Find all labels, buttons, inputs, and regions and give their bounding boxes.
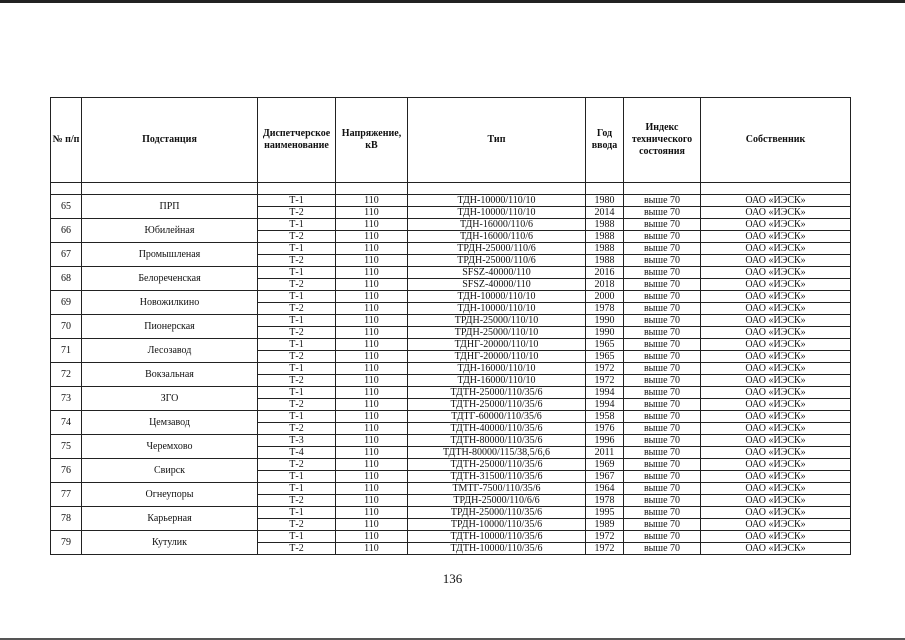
table-row xyxy=(51,459,851,471)
substation-name-cell: Огнеупоры xyxy=(82,483,258,507)
type-cell: ТДТН-31500/110/35/6 xyxy=(408,471,586,483)
header-year: Год ввода xyxy=(586,98,624,183)
condition-index-cell: выше 70 xyxy=(624,279,701,291)
condition-index-cell: выше 70 xyxy=(624,423,701,435)
voltage-cell: 110 xyxy=(336,519,408,531)
table-row xyxy=(51,267,851,279)
condition-index-cell: выше 70 xyxy=(624,219,701,231)
voltage-cell: 110 xyxy=(336,279,408,291)
condition-index-cell: выше 70 xyxy=(624,447,701,459)
condition-index-cell: выше 70 xyxy=(624,267,701,279)
condition-index-cell: выше 70 xyxy=(624,195,701,207)
substation-name-cell: Промышленая xyxy=(82,243,258,267)
dispatch-name-cell: Т-2 xyxy=(258,399,336,411)
year-cell: 2000 xyxy=(586,291,624,303)
header-owner: Собственник xyxy=(701,98,851,183)
type-cell: ТДНГ-20000/110/10 xyxy=(408,339,586,351)
type-cell: ТДНГ-20000/110/10 xyxy=(408,351,586,363)
dispatch-name-cell: Т-2 xyxy=(258,327,336,339)
type-cell: SFSZ-40000/110 xyxy=(408,267,586,279)
owner-cell: ОАО «ИЭСК» xyxy=(701,399,851,411)
voltage-cell: 110 xyxy=(336,447,408,459)
page-number: 136 xyxy=(442,571,463,586)
row-number-cell: 74 xyxy=(51,411,82,435)
dispatch-name-cell: Т-1 xyxy=(258,243,336,255)
year-cell: 1990 xyxy=(586,315,624,327)
dispatch-name-cell: Т-1 xyxy=(258,195,336,207)
voltage-cell: 110 xyxy=(336,531,408,543)
condition-index-cell: выше 70 xyxy=(624,531,701,543)
year-cell: 1965 xyxy=(586,339,624,351)
header-condition-index: Индекс технического состояния xyxy=(624,98,701,183)
type-cell: ТДТН-80000/110/35/6 xyxy=(408,435,586,447)
top-border-line xyxy=(0,0,905,3)
type-cell: SFSZ-40000/110 xyxy=(408,279,586,291)
dispatch-name-cell: Т-1 xyxy=(258,339,336,351)
voltage-cell: 110 xyxy=(336,471,408,483)
type-cell: ТРДН-10000/110/35/6 xyxy=(408,519,586,531)
year-cell: 2014 xyxy=(586,207,624,219)
owner-cell: ОАО «ИЭСК» xyxy=(701,471,851,483)
owner-cell: ОАО «ИЭСК» xyxy=(701,495,851,507)
table-row xyxy=(51,483,851,495)
condition-index-cell: выше 70 xyxy=(624,291,701,303)
dispatch-name-cell: Т-1 xyxy=(258,507,336,519)
substation-name-cell: Свирск xyxy=(82,459,258,483)
condition-index-cell: выше 70 xyxy=(624,375,701,387)
year-cell: 1988 xyxy=(586,243,624,255)
owner-cell: ОАО «ИЭСК» xyxy=(701,351,851,363)
voltage-cell: 110 xyxy=(336,351,408,363)
row-number-cell: 75 xyxy=(51,435,82,459)
type-cell: ТРДН-25000/110/10 xyxy=(408,315,586,327)
dispatch-name-cell: Т-2 xyxy=(258,459,336,471)
type-cell: ТДТН-40000/110/35/6 xyxy=(408,423,586,435)
owner-cell: ОАО «ИЭСК» xyxy=(701,531,851,543)
table-row xyxy=(51,411,851,423)
owner-cell: ОАО «ИЭСК» xyxy=(701,255,851,267)
row-number-cell: 65 xyxy=(51,195,82,219)
table-row xyxy=(51,435,851,447)
condition-index-cell: выше 70 xyxy=(624,315,701,327)
owner-cell: ОАО «ИЭСК» xyxy=(701,195,851,207)
dispatch-name-cell: Т-2 xyxy=(258,543,336,555)
voltage-cell: 110 xyxy=(336,387,408,399)
condition-index-cell: выше 70 xyxy=(624,543,701,555)
type-cell: ТМТГ-7500/110/35/6 xyxy=(408,483,586,495)
voltage-cell: 110 xyxy=(336,543,408,555)
row-number-cell: 66 xyxy=(51,219,82,243)
substation-table xyxy=(50,97,851,555)
type-cell: ТРДН-25000/110/10 xyxy=(408,327,586,339)
condition-index-cell: выше 70 xyxy=(624,387,701,399)
condition-index-cell: выше 70 xyxy=(624,459,701,471)
year-cell: 1990 xyxy=(586,327,624,339)
row-number-cell: 76 xyxy=(51,459,82,483)
dispatch-name-cell: Т-2 xyxy=(258,207,336,219)
header-num: № п/п xyxy=(51,98,82,183)
dispatch-name-cell: Т-1 xyxy=(258,483,336,495)
header-spacer-row xyxy=(51,183,851,195)
voltage-cell: 110 xyxy=(336,495,408,507)
table-row xyxy=(51,339,851,351)
row-number-cell: 68 xyxy=(51,267,82,291)
voltage-cell: 110 xyxy=(336,375,408,387)
table-row xyxy=(51,195,851,207)
condition-index-cell: выше 70 xyxy=(624,243,701,255)
owner-cell: ОАО «ИЭСК» xyxy=(701,483,851,495)
type-cell: ТДН-10000/110/10 xyxy=(408,195,586,207)
substation-name-cell: ПРП xyxy=(82,195,258,219)
year-cell: 2011 xyxy=(586,447,624,459)
voltage-cell: 110 xyxy=(336,207,408,219)
type-cell: ТДТН-25000/110/35/6 xyxy=(408,399,586,411)
condition-index-cell: выше 70 xyxy=(624,327,701,339)
year-cell: 1988 xyxy=(586,231,624,243)
condition-index-cell: выше 70 xyxy=(624,519,701,531)
owner-cell: ОАО «ИЭСК» xyxy=(701,507,851,519)
type-cell: ТДН-10000/110/10 xyxy=(408,291,586,303)
dispatch-name-cell: Т-1 xyxy=(258,291,336,303)
table-row xyxy=(51,507,851,519)
table-header-row xyxy=(51,98,851,183)
year-cell: 1972 xyxy=(586,531,624,543)
dispatch-name-cell: Т-1 xyxy=(258,387,336,399)
condition-index-cell: выше 70 xyxy=(624,399,701,411)
owner-cell: ОАО «ИЭСК» xyxy=(701,231,851,243)
type-cell: ТДН-16000/110/10 xyxy=(408,363,586,375)
condition-index-cell: выше 70 xyxy=(624,207,701,219)
voltage-cell: 110 xyxy=(336,243,408,255)
year-cell: 1978 xyxy=(586,303,624,315)
condition-index-cell: выше 70 xyxy=(624,339,701,351)
dispatch-name-cell: Т-1 xyxy=(258,363,336,375)
substation-name-cell: Вокзальная xyxy=(82,363,258,387)
year-cell: 1972 xyxy=(586,375,624,387)
row-number-cell: 78 xyxy=(51,507,82,531)
dispatch-name-cell: Т-2 xyxy=(258,423,336,435)
year-cell: 1964 xyxy=(586,483,624,495)
dispatch-name-cell: Т-2 xyxy=(258,351,336,363)
substation-name-cell: Белореченская xyxy=(82,267,258,291)
table-body xyxy=(51,183,851,555)
table-row xyxy=(51,363,851,375)
dispatch-name-cell: Т-1 xyxy=(258,315,336,327)
type-cell: ТРДН-25000/110/6 xyxy=(408,243,586,255)
voltage-cell: 110 xyxy=(336,483,408,495)
owner-cell: ОАО «ИЭСК» xyxy=(701,543,851,555)
substation-name-cell: Цемзавод xyxy=(82,411,258,435)
row-number-cell: 69 xyxy=(51,291,82,315)
voltage-cell: 110 xyxy=(336,291,408,303)
dispatch-name-cell: Т-2 xyxy=(258,303,336,315)
condition-index-cell: выше 70 xyxy=(624,471,701,483)
table-row xyxy=(51,243,851,255)
type-cell: ТДН-10000/110/10 xyxy=(408,303,586,315)
voltage-cell: 110 xyxy=(336,507,408,519)
year-cell: 1972 xyxy=(586,543,624,555)
voltage-cell: 110 xyxy=(336,399,408,411)
type-cell: ТДТН-25000/110/35/6 xyxy=(408,459,586,471)
owner-cell: ОАО «ИЭСК» xyxy=(701,207,851,219)
dispatch-name-cell: Т-1 xyxy=(258,471,336,483)
owner-cell: ОАО «ИЭСК» xyxy=(701,363,851,375)
row-number-cell: 77 xyxy=(51,483,82,507)
year-cell: 2016 xyxy=(586,267,624,279)
substation-name-cell: Пионерская xyxy=(82,315,258,339)
substation-name-cell: Новожилкино xyxy=(82,291,258,315)
type-cell: ТДН-16000/110/10 xyxy=(408,375,586,387)
owner-cell: ОАО «ИЭСК» xyxy=(701,387,851,399)
year-cell: 1969 xyxy=(586,459,624,471)
year-cell: 1996 xyxy=(586,435,624,447)
voltage-cell: 110 xyxy=(336,219,408,231)
dispatch-name-cell: Т-2 xyxy=(258,255,336,267)
owner-cell: ОАО «ИЭСК» xyxy=(701,267,851,279)
owner-cell: ОАО «ИЭСК» xyxy=(701,411,851,423)
condition-index-cell: выше 70 xyxy=(624,363,701,375)
year-cell: 1965 xyxy=(586,351,624,363)
condition-index-cell: выше 70 xyxy=(624,231,701,243)
table-row xyxy=(51,315,851,327)
year-cell: 1988 xyxy=(586,219,624,231)
condition-index-cell: выше 70 xyxy=(624,351,701,363)
type-cell: ТДТН-25000/110/35/6 xyxy=(408,387,586,399)
owner-cell: ОАО «ИЭСК» xyxy=(701,303,851,315)
owner-cell: ОАО «ИЭСК» xyxy=(701,291,851,303)
voltage-cell: 110 xyxy=(336,195,408,207)
year-cell: 1994 xyxy=(586,387,624,399)
condition-index-cell: выше 70 xyxy=(624,411,701,423)
voltage-cell: 110 xyxy=(336,435,408,447)
type-cell: ТДН-16000/110/6 xyxy=(408,231,586,243)
voltage-cell: 110 xyxy=(336,423,408,435)
owner-cell: ОАО «ИЭСК» xyxy=(701,447,851,459)
condition-index-cell: выше 70 xyxy=(624,435,701,447)
year-cell: 2018 xyxy=(586,279,624,291)
type-cell: ТРДН-25000/110/35/6 xyxy=(408,507,586,519)
voltage-cell: 110 xyxy=(336,255,408,267)
dispatch-name-cell: Т-3 xyxy=(258,435,336,447)
owner-cell: ОАО «ИЭСК» xyxy=(701,339,851,351)
substation-name-cell: Юбилейная xyxy=(82,219,258,243)
row-number-cell: 67 xyxy=(51,243,82,267)
table-row xyxy=(51,531,851,543)
owner-cell: ОАО «ИЭСК» xyxy=(701,327,851,339)
voltage-cell: 110 xyxy=(336,315,408,327)
type-cell: ТДТН-10000/110/35/6 xyxy=(408,531,586,543)
condition-index-cell: выше 70 xyxy=(624,495,701,507)
owner-cell: ОАО «ИЭСК» xyxy=(701,219,851,231)
type-cell: ТРДН-25000/110/6/6 xyxy=(408,495,586,507)
table-row xyxy=(51,291,851,303)
dispatch-name-cell: Т-2 xyxy=(258,519,336,531)
year-cell: 1976 xyxy=(586,423,624,435)
year-cell: 1988 xyxy=(586,255,624,267)
owner-cell: ОАО «ИЭСК» xyxy=(701,459,851,471)
header-substation: Подстанция xyxy=(82,98,258,183)
year-cell: 1958 xyxy=(586,411,624,423)
voltage-cell: 110 xyxy=(336,411,408,423)
dispatch-name-cell: Т-2 xyxy=(258,375,336,387)
row-number-cell: 73 xyxy=(51,387,82,411)
owner-cell: ОАО «ИЭСК» xyxy=(701,435,851,447)
type-cell: ТРДН-25000/110/6 xyxy=(408,255,586,267)
voltage-cell: 110 xyxy=(336,363,408,375)
voltage-cell: 110 xyxy=(336,231,408,243)
dispatch-name-cell: Т-2 xyxy=(258,231,336,243)
voltage-cell: 110 xyxy=(336,459,408,471)
row-number-cell: 72 xyxy=(51,363,82,387)
owner-cell: ОАО «ИЭСК» xyxy=(701,375,851,387)
owner-cell: ОАО «ИЭСК» xyxy=(701,423,851,435)
year-cell: 1980 xyxy=(586,195,624,207)
year-cell: 1967 xyxy=(586,471,624,483)
type-cell: ТДТН-80000/115/38,5/6,6 xyxy=(408,447,586,459)
substation-name-cell: Карьерная xyxy=(82,507,258,531)
dispatch-name-cell: Т-2 xyxy=(258,279,336,291)
substation-name-cell: Кутулик xyxy=(82,531,258,555)
dispatch-name-cell: Т-1 xyxy=(258,531,336,543)
substation-name-cell: Лесозавод xyxy=(82,339,258,363)
owner-cell: ОАО «ИЭСК» xyxy=(701,519,851,531)
type-cell: ТДН-10000/110/10 xyxy=(408,207,586,219)
row-number-cell: 79 xyxy=(51,531,82,555)
table-row xyxy=(51,387,851,399)
dispatch-name-cell: Т-2 xyxy=(258,495,336,507)
header-dispatch-name: Диспетчерское наименование xyxy=(258,98,336,183)
condition-index-cell: выше 70 xyxy=(624,483,701,495)
condition-index-cell: выше 70 xyxy=(624,303,701,315)
row-number-cell: 70 xyxy=(51,315,82,339)
year-cell: 1995 xyxy=(586,507,624,519)
type-cell: ТДТГ-60000/110/35/6 xyxy=(408,411,586,423)
owner-cell: ОАО «ИЭСК» xyxy=(701,315,851,327)
voltage-cell: 110 xyxy=(336,267,408,279)
substation-name-cell: Черемхово xyxy=(82,435,258,459)
condition-index-cell: выше 70 xyxy=(624,507,701,519)
dispatch-name-cell: Т-1 xyxy=(258,411,336,423)
voltage-cell: 110 xyxy=(336,327,408,339)
substation-name-cell: ЗГО xyxy=(82,387,258,411)
condition-index-cell: выше 70 xyxy=(624,255,701,267)
owner-cell: ОАО «ИЭСК» xyxy=(701,243,851,255)
header-type: Тип xyxy=(408,98,586,183)
year-cell: 1994 xyxy=(586,399,624,411)
owner-cell: ОАО «ИЭСК» xyxy=(701,279,851,291)
dispatch-name-cell: Т-4 xyxy=(258,447,336,459)
voltage-cell: 110 xyxy=(336,303,408,315)
dispatch-name-cell: Т-1 xyxy=(258,219,336,231)
year-cell: 1972 xyxy=(586,363,624,375)
type-cell: ТДН-16000/110/6 xyxy=(408,219,586,231)
row-number-cell: 71 xyxy=(51,339,82,363)
dispatch-name-cell: Т-1 xyxy=(258,267,336,279)
type-cell: ТДТН-10000/110/35/6 xyxy=(408,543,586,555)
header-voltage: Напряжение, кВ xyxy=(336,98,408,183)
year-cell: 1989 xyxy=(586,519,624,531)
voltage-cell: 110 xyxy=(336,339,408,351)
year-cell: 1978 xyxy=(586,495,624,507)
table-row xyxy=(51,219,851,231)
